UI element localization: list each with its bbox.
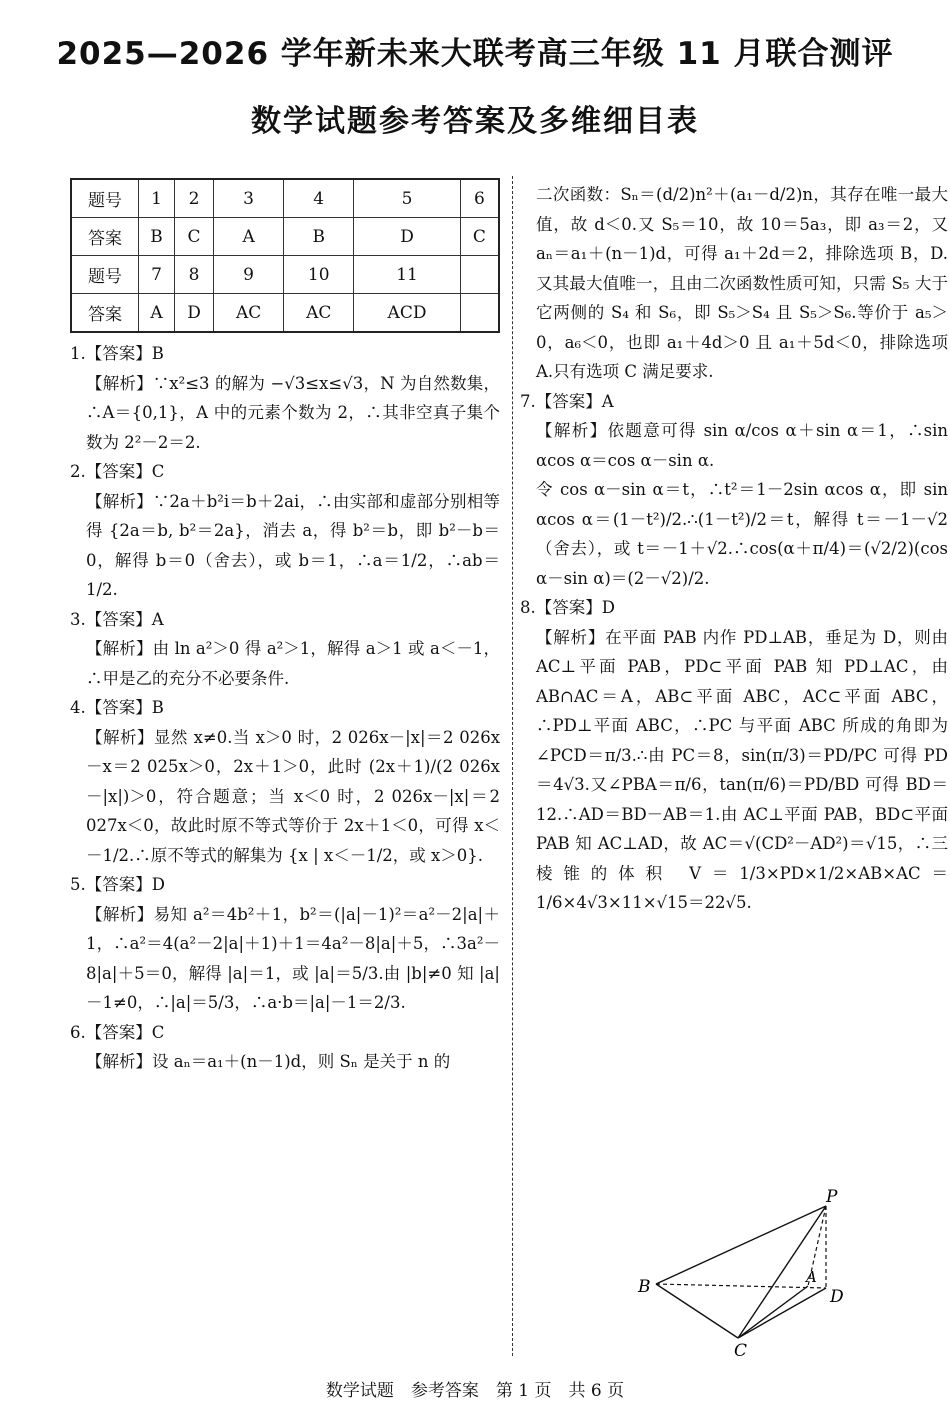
table-cell: D xyxy=(175,294,214,333)
question-2-answer: 2.【答案】C xyxy=(70,462,165,481)
table-row xyxy=(71,294,499,333)
table-row xyxy=(71,179,499,218)
question-7-explanation: 【解析】依题意可得 sin α/cos α＋sin α＝1，∴sin αcos α＝cos α－sin α. xyxy=(536,421,948,470)
table-cell: A xyxy=(214,218,284,256)
table-row xyxy=(71,218,499,256)
table-cell: 8 xyxy=(175,256,214,294)
table-cell: AC xyxy=(214,294,284,333)
column-divider xyxy=(512,176,513,1356)
question-5-answer: 5.【答案】D xyxy=(70,875,165,894)
table-cell: C xyxy=(460,218,499,256)
answer-table xyxy=(70,178,500,333)
question-1-answer: 1.【答案】B xyxy=(70,344,164,363)
question-2-explanation: 【解析】∵2a＋b²i＝b＋2ai，∴由实部和虚部分别相等得 {2a＝b, b²＝2a}，消去 a，得 b²＝b，即 b²－b＝0，解得 b＝0（舍去），或 b＝1，∴a＝1/2，∴ab＝1/2. xyxy=(86,491,500,599)
question-7-answer: 7.【答案】A xyxy=(520,391,614,411)
label-P: P xyxy=(826,1187,838,1207)
left-column xyxy=(70,178,500,1077)
question-8-explanation: 【解析】在平面 PAB 内作 PD⊥AB，垂足为 D，则由 AC⊥平面 PAB，PD⊂平面 PAB 知 PD⊥AC，由 AB∩AC＝A，AB⊂平面 ABC，AC⊂平面 ABC，∴PD⊥平面 ABC，∴PC 与平面 ABC 所成的角即为∠PCD＝π/3.∴由 PC＝8，sin(π/3)＝PD/PC 可得 PD＝4√3.又∠PBA＝π/6，tan(π/6)＝PD/BD 可得 BD＝12.∴AD＝BD－AB＝1.由 AC⊥平面 PAB，BD⊂平面 PAB 知 AC⊥AD，故 AC＝√(CD²－AD²)＝√15，∴三棱锥的体积 V＝1/3×PD×1/2×AB×AC＝1/6×4√3×11×√15＝22√5. xyxy=(536,627,948,912)
table-cell: 7 xyxy=(139,256,175,294)
edge-BD-dashed xyxy=(656,1284,826,1288)
question-3-answer: 3.【答案】A xyxy=(70,609,164,629)
table-cell: 9 xyxy=(214,256,284,294)
table-header-cell: 答案 xyxy=(71,294,139,333)
question-5-explanation: 【解析】易知 a²＝4b²＋1，b²＝(|a|－1)²＝a²－2|a|＋1，∴a²＝4(a²－2|a|＋1)＋1＝4a²－8|a|＋5，∴3a²－8|a|＋5＝0，解得 |a|＝1，或 |a|＝5/3.由 |b|≠0 知 |a|－1≠0，∴|a|＝5/3，∴a·b＝|a|－1＝2/3. xyxy=(86,904,500,1012)
table-cell: 5 xyxy=(354,179,460,218)
table-cell: 6 xyxy=(460,179,499,218)
question-6-explanation-cont: 二次函数：Sₙ＝(d/2)n²＋(a₁－d/2)n，其存在唯一最大值，故 d＜0.又 S₅＝10，故 10＝5a₃，即 a₃＝2，又 aₙ＝a₁＋(n－1)d，可得 a₁＋2d＝2，排除选项 B，D.又其最大值唯一，且由二次函数性质可知，只需 S₅ 大于它两侧的 S₄ 和 S₆，即 S₅＞S₄ 且 S₅＞S₆.等价于 a₅＞0，a₆＜0，也即 a₁＋4d＞0 且 a₁＋5d＜0，排除选项 A.只有选项 C 满足要求. xyxy=(536,185,948,381)
table-cell: B xyxy=(284,218,354,256)
table-cell: D xyxy=(354,218,460,256)
question-1-explanation: 【解析】∵x²≤3 的解为 −√3≤x≤√3，N 为自然数集，∴A＝{0,1}，A 中的元素个数为 2，∴其非空真子集个数为 2²－2＝2. xyxy=(86,373,500,452)
table-cell: 2 xyxy=(175,179,214,218)
label-D: D xyxy=(830,1287,844,1307)
label-C: C xyxy=(734,1341,748,1358)
table-cell: 4 xyxy=(284,179,354,218)
page-footer: 数学试题 参考答案 第 1 页 共 6 页 xyxy=(325,1381,625,1401)
document-title: 2025—2026 学年新未来大联考高三年级 11 月联合测评 xyxy=(56,36,894,72)
edge-CA xyxy=(738,1286,808,1338)
right-column xyxy=(520,180,948,918)
question-6-explanation-start: 【解析】设 aₙ＝a₁＋(n－1)d，则 Sₙ 是关于 n 的 xyxy=(86,1052,451,1071)
question-4-answer: 4.【答案】B xyxy=(70,698,164,717)
edge-CD xyxy=(738,1288,826,1338)
table-cell: 3 xyxy=(214,179,284,218)
question-8-answer: 8.【答案】D xyxy=(520,598,615,617)
table-cell xyxy=(460,294,499,333)
table-header-cell: 题号 xyxy=(71,256,139,294)
question-3-explanation: 【解析】由 ln a²＞0 得 a²＞1，解得 a＞1 或 a＜－1，∴甲是乙的充分不必要条件. xyxy=(86,639,500,688)
question-6-answer: 6.【答案】C xyxy=(70,1022,165,1042)
table-cell: B xyxy=(139,218,175,256)
pyramid-figure xyxy=(630,1186,870,1358)
table-header-cell: 答案 xyxy=(71,218,139,256)
table-cell xyxy=(460,256,499,294)
table-cell: C xyxy=(175,218,214,256)
table-cell: A xyxy=(139,294,175,333)
table-header-cell: 题号 xyxy=(71,179,139,218)
label-A: A xyxy=(806,1268,817,1286)
document-subtitle: 数学试题参考答案及多维细目表 xyxy=(251,104,699,139)
table-cell: 1 xyxy=(139,179,175,218)
table-cell: 11 xyxy=(354,256,460,294)
table-cell: AC xyxy=(284,294,354,333)
edge-BC xyxy=(656,1284,738,1338)
question-7-explanation-cont: 令 cos α－sin α＝t，∴t²＝1－2sin αcos α，即 sin αcos α＝(1－t²)/2.∴(1－t²)/2＝t，解得 t＝－1－√2（舍去），或 t＝－1＋√2.∴cos(α＋π/4)＝(√2/2)(cos α－sin α)＝(2－√2)/2. xyxy=(536,480,948,588)
table-row xyxy=(71,256,499,294)
table-cell: ACD xyxy=(354,294,460,333)
question-4-explanation: 【解析】显然 x≠0.当 x＞0 时，2 026x－|x|＝2 026x－x＝2 025x＞0，2x＋1＞0，此时 (2x＋1)/(2 026x－|x|)＞0，符合题意；当 x＜0 时，2 026x－|x|＝2 027x＜0，故此时原不等式等价于 2x＋1＜0，可得 x＜－1/2.∴原不等式的解集为 {x | x＜－1/2，或 x＞0}. xyxy=(86,727,500,865)
label-B: B xyxy=(638,1277,651,1297)
table-cell: 10 xyxy=(284,256,354,294)
